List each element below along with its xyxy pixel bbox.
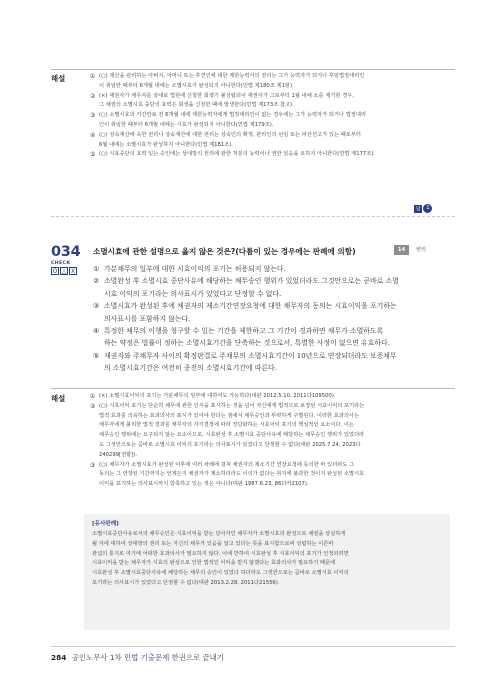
check-box-group <box>51 261 78 275</box>
option-line: 의 소멸시효기간은 여전히 종전의 소멸시효기간에 따른다. <box>104 364 277 373</box>
item-line: (○) 재산을 관리하는 아버지, 어머니 또는 후견인에 대한 제한능력자의 권리는 그가 능력자가 되거나 후임법정대리인 <box>99 73 365 79</box>
footer-divider <box>51 646 455 647</box>
item-line: (○) 상속재산에 속한 권리나 상속재산에 대한 권리는 상속인의 확정, 관리인의 선임 또는 파산선고가 있는 때로부터 <box>99 131 361 138</box>
question-number: 034 <box>51 244 81 260</box>
similar-case-title: [유사판례] <box>92 521 119 527</box>
footer-title-a: 공인노무사 1차 <box>71 653 122 662</box>
similar-case-box <box>84 514 450 630</box>
item-line: 6월 내에는 소멸시효가 완성하지 아니한다(민법 제181조). <box>99 141 233 148</box>
question-title: 소멸시효에 관한 설명으로 옳지 않은 것은?(다툼이 있는 경우에는 판례에 의함) <box>93 247 356 256</box>
item-line: (○) 소멸시효의 기간만료 전 6개월 내에 제한능력자에게 법정대리인이 없는 경우에는 그가 능력자가 되거나 법정대리 <box>99 112 366 119</box>
item-line: 이익을 포기하는 의사표시까지 함축하고 있는 것은 아니다(대판 1987.6.23, 86다카2107). <box>99 481 309 488</box>
option-number: ② <box>93 277 100 286</box>
item-line: 그 채권의 소멸시효 중단의 효력은 회생을 신청한 때에 발생한다(민법 제173조 참고). <box>99 102 294 109</box>
page-footer <box>51 652 224 663</box>
item-line: 채무승인 행위에는 요구되지 않는 요소이므로, 시효완성 후 소멸시효 중단사유에 해당하는 채무승인 행위가 있었더라 <box>99 432 365 439</box>
item-line: 동의는 그 연장된 기간까지는 언제든지 채권자가 제소하더라도 이의가 없다는 취지에 불과한 것이지 완성된 소멸시효 <box>99 471 365 478</box>
exam-year-tag: 14 <box>394 245 409 255</box>
footer-title-c: 한권으로 끝내기 <box>171 653 224 662</box>
explanation-item <box>90 392 458 402</box>
item-line: 인이 취임한 때부터 6개월 내에는 시효가 완성되지 아니한다(민법 제179조). <box>99 121 274 128</box>
option-item <box>93 300 457 325</box>
item-line: (×) 재권자가 채무자를 상대로 법원에 신청한 회생기 불성립되어 재권자가 그로부터 1월 내에 소를 제기한 경우, <box>99 92 354 99</box>
item-line: (×) 소멸시효이익의 포기는 가분채무의 일부에 대하여도 가능하다(대판 2012.5.10, 2011다109500). <box>99 393 336 399</box>
item-number: ⑤ <box>90 151 96 159</box>
item-line: (○) 시효이익 포기는 단순히 채무에 관한 인식을 표시하는 것을 넘어 자신에게 법적으로 보장된 시효이익의 포기라는 <box>99 402 365 409</box>
answer-value: 1 <box>423 204 432 213</box>
similar-case-line: 시효완성 후 소멸시효중단사유에 해당하는 채무의 승인이 있었다 하더라도 그것만으로는 곧바로 소멸시효 이익의 <box>92 570 349 577</box>
item-line: (○) 채무자가 소멸시효가 완성된 이후에 여러 차례에 걸쳐 채권자의 제소기간 연장요청에 동의한 바 있더라도 그 <box>99 461 355 468</box>
divider-after-top <box>51 216 455 217</box>
option-line: 하는 약정은 법률이 정하는 소멸시효기간을 단축하는 것으로서, 특별한 사정이 없으면 유효하다. <box>104 339 390 348</box>
similar-case-line: 포기라는 의사표시가 있었다고 단정할 수 없다(대판 2013.2.28, 2011다21556). <box>92 579 280 586</box>
explanation-item <box>90 92 458 112</box>
item-number: ① <box>90 73 96 80</box>
option-line: 가분채무의 일부에 대한 시효이익의 포기는 허용되지 않는다. <box>104 265 286 273</box>
item-number: ② <box>90 92 96 100</box>
option-line: 시효 이익의 포기라는 의사표시가 있었다고 단정할 수 없다. <box>104 289 282 298</box>
check-box-o[interactable]: O <box>52 268 58 275</box>
similar-case-line: 될 자에 대하여 상대방의 권리 또는 자신의 채무가 있음을 알고 있다는 뜻을 표시함으로써 성립하는 이른바 <box>92 540 334 547</box>
item-line: 이 취임한 때부터 6개월 내에는 소멸시효가 완성되지 아니한다(민법 제180조 제1항). <box>99 82 294 89</box>
option-item <box>93 275 457 300</box>
answer-badge <box>414 204 432 213</box>
divider-top <box>51 69 455 70</box>
item-number: ④ <box>90 131 96 139</box>
explanation-item <box>90 131 458 151</box>
divider-bottom <box>51 388 455 389</box>
option-line: 소멸완성 후 소멸시효 중단사유에 해당하는 채무승인 행위가 있었더라도 그것만으로는 곧바로 소멸 <box>104 277 399 286</box>
explanation-item <box>90 150 458 160</box>
explanation-label-bottom: 해설 <box>51 394 66 403</box>
item-line: (○) 시효중단의 효력 있는 승인에는 상대방의 권리에 관한 처분의 능력이나 권한 있음을 요하지 아니한다(민법 제177조). <box>99 151 376 158</box>
option-line: 재권자와 주채무자 사이의 확정판결로 주채무의 소멸시효기간이 10년으로 연장되더라도 보증채무 <box>104 351 397 360</box>
question-options <box>93 263 457 375</box>
option-item <box>93 325 457 350</box>
exam-type-tag: 변리 <box>415 247 427 253</box>
explanation-item <box>90 111 458 131</box>
explanation-item <box>90 402 458 461</box>
item-number: ① <box>90 393 96 400</box>
item-line: 법적 효과를 의욕하는 효과의사의 표시가 있어야 한다는 점에서 채무승인과 뚜렷하게 구별된다. 이러한 효과의사는 <box>99 412 360 419</box>
explanation-item <box>90 461 458 490</box>
option-number: ④ <box>93 327 100 336</box>
check-label: CHECK <box>51 261 71 266</box>
similar-case-body <box>92 530 442 589</box>
option-number: ① <box>93 265 100 273</box>
check-box-x[interactable]: X <box>70 268 76 275</box>
option-number: ⑤ <box>93 351 100 360</box>
item-number: ③ <box>90 461 96 469</box>
similar-case-line: 시효이익을 받는 채무자가 시효의 완성으로 인한 법적인 이익을 받지 않겠다는 효과의사가 필요하기 때문에 <box>92 560 336 567</box>
check-box-triangle[interactable]: △ <box>61 268 67 275</box>
explanation-label-top: 해설 <box>51 74 66 83</box>
similar-case-line: 소멸시효중단사유로서의 채무승인은 시효이익을 받는 당사자인 채무자가 소멸시효의 완성으로 채권을 상실하게 <box>92 531 346 537</box>
explanation-bottom <box>90 392 458 490</box>
item-number: ② <box>90 402 96 410</box>
item-line: 도 그것만으로는 곧바로 소멸시효 이익의 포기라는 의사표시가 있었다고 단정할 수 없다(대판 2025.7.24, 2023다 <box>99 441 361 448</box>
option-line: 특정한 채무의 이행을 청구할 수 있는 기간을 제한하고 그 기간이 경과하면 채무가 소멸하도록 <box>104 327 384 336</box>
similar-case-line: 관념의 통지로 여기에 어떠한 효과의사가 필요하지 않다. 이에 반하여 시효완성 후 시효이익의 포기가 인정되려면 <box>92 550 349 557</box>
explanation-item <box>90 72 458 92</box>
footer-title-b: 민법 기출문제 <box>124 653 170 662</box>
option-line: 의사표시를 포함하지 않는다. <box>104 314 191 323</box>
item-line: 채무자에게 불리한 법적 결과를 채무자의 자기결정에 따라 정당화하는 시효이익 포기의 핵심적인 요소이다. 이는 <box>99 422 354 429</box>
option-line: 소멸시효가 완성된 후에 채권자의 제소기간연장요청에 대한 채무자의 동의는 시효이익을 포기하는 <box>104 302 397 311</box>
item-number: ③ <box>90 112 96 120</box>
item-line: 240299[전합]). <box>99 451 137 458</box>
option-number: ③ <box>93 302 100 311</box>
option-item <box>93 350 457 375</box>
page-number: 284 <box>51 653 67 662</box>
answer-label: 답 <box>416 206 421 212</box>
explanation-top <box>90 72 458 160</box>
option-item <box>93 263 457 275</box>
